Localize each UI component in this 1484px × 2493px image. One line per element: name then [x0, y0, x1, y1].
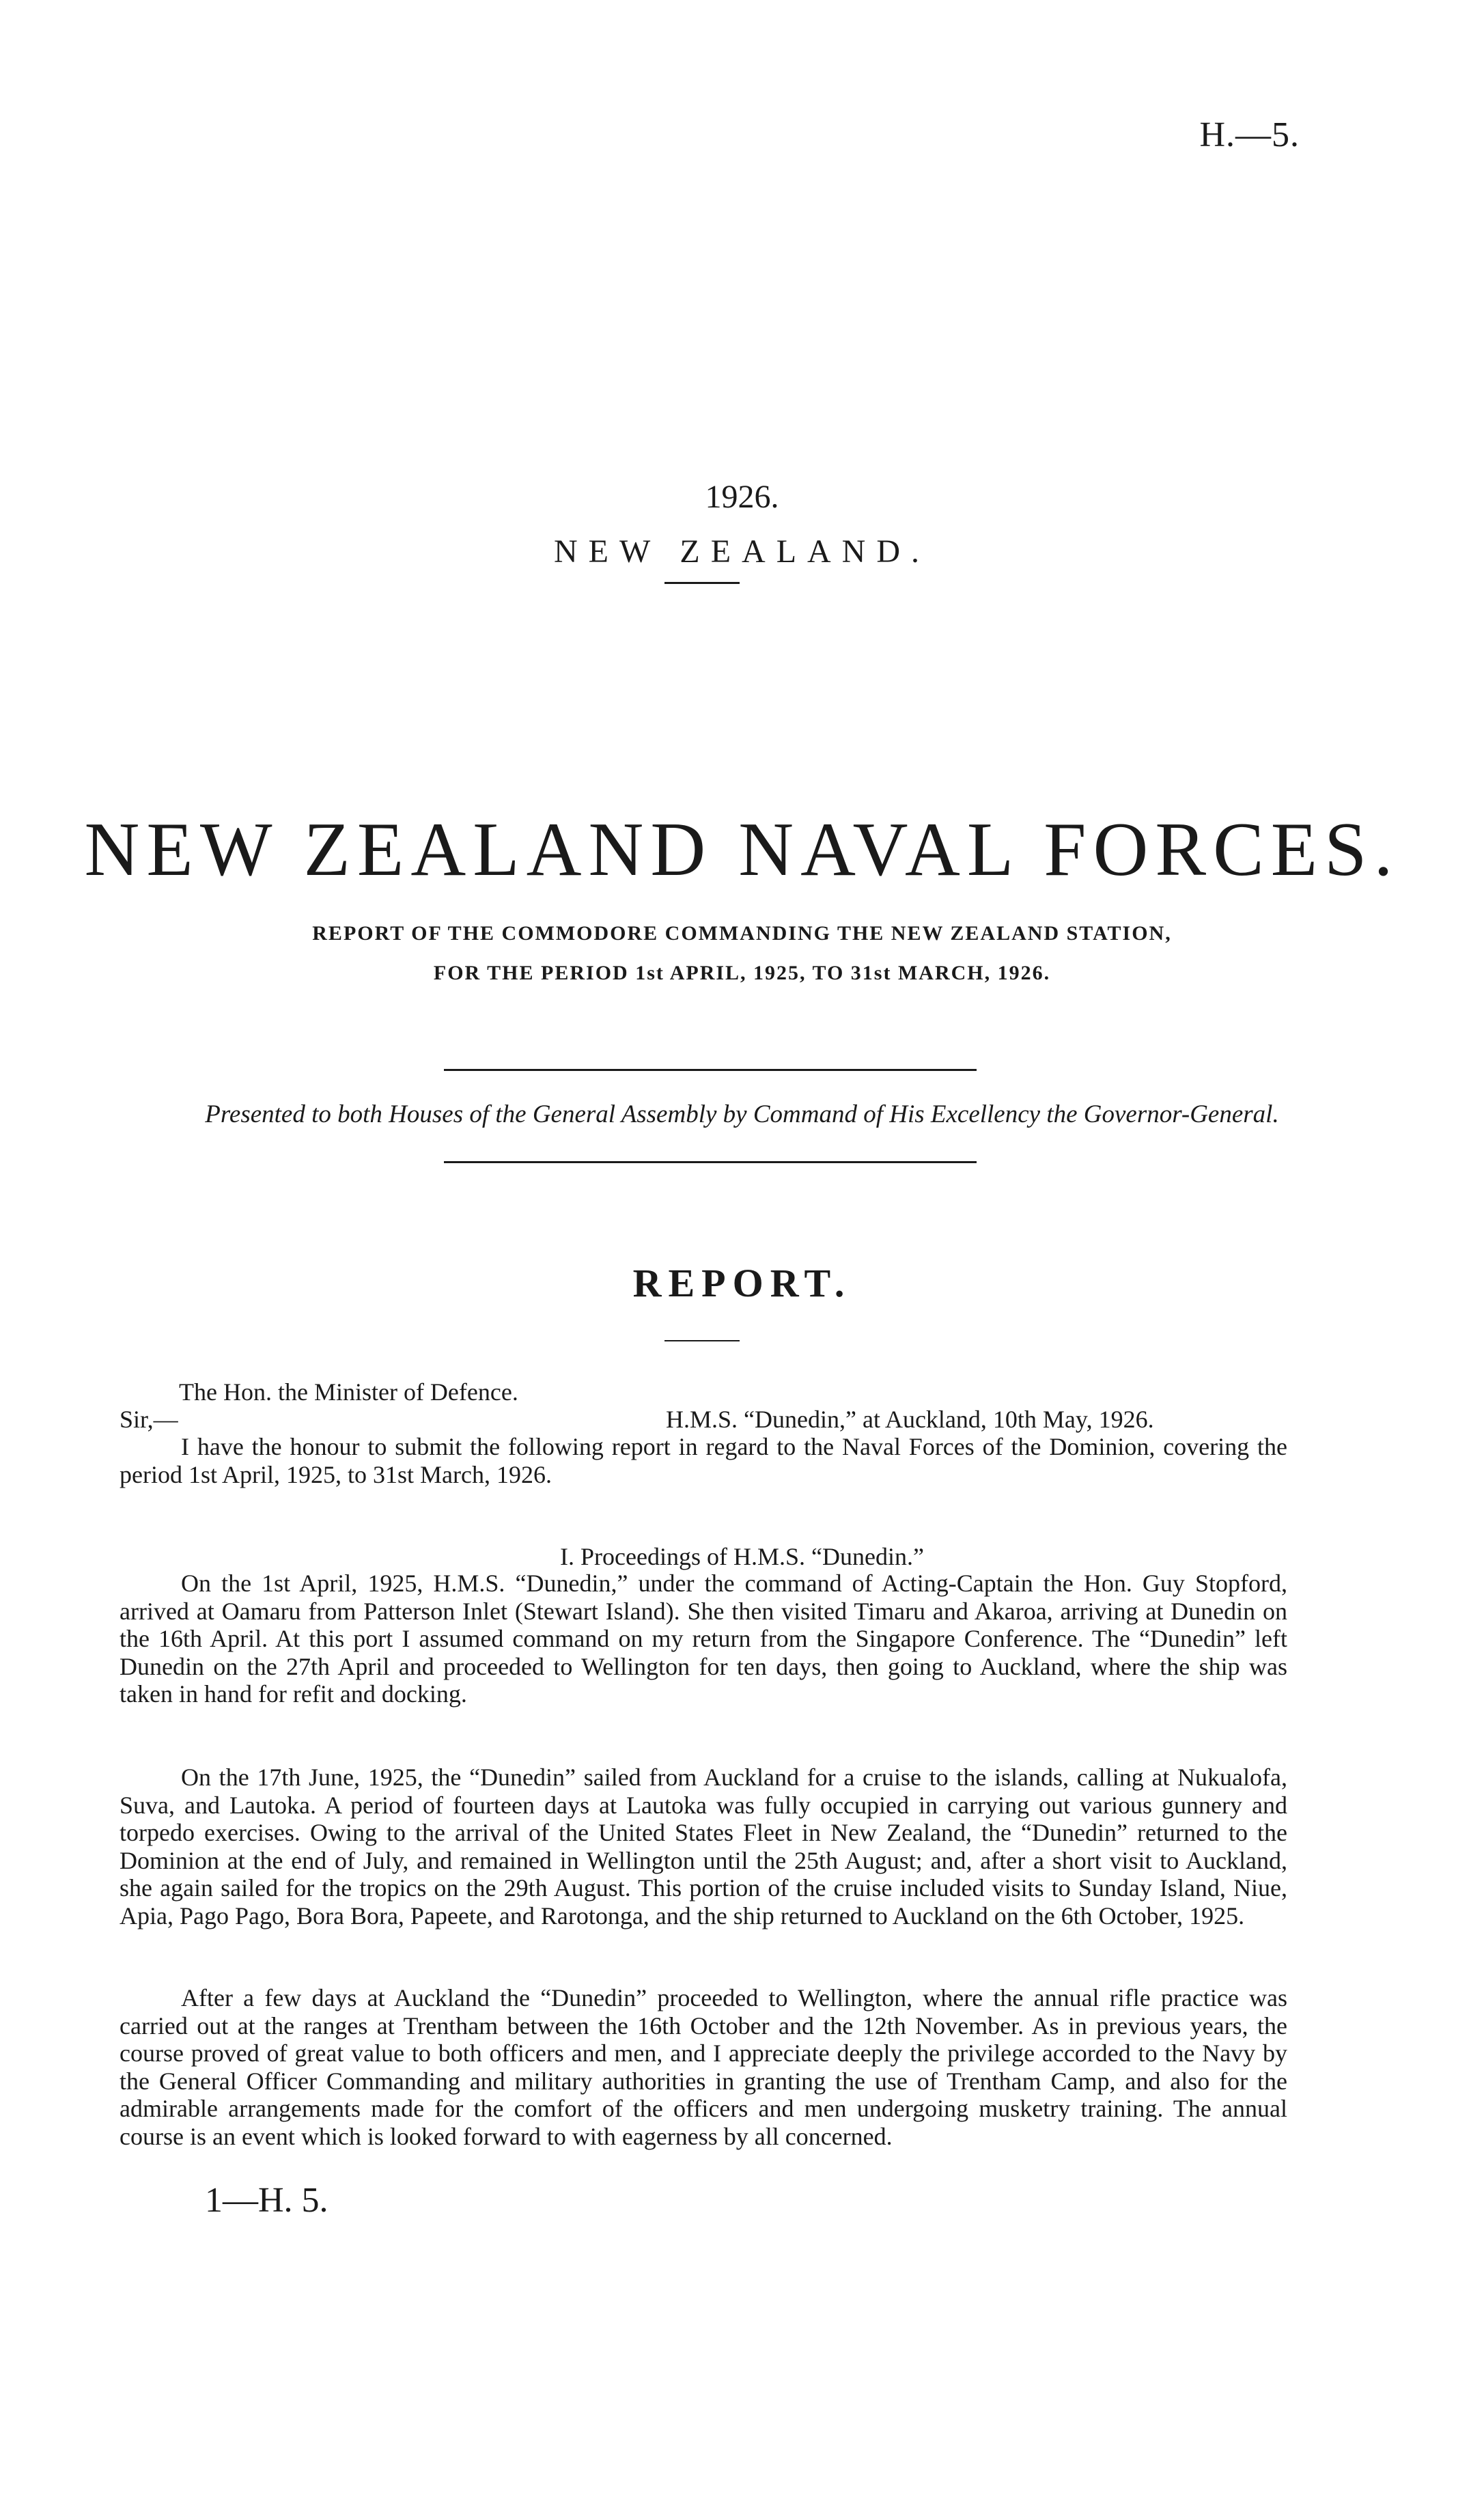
salutation: Sir,—	[120, 1406, 178, 1433]
body-paragraph-1: On the 1st April, 1925, H.M.S. “Dunedin,” under the command of Acting-Captain the Hon. Guy Stopford, arrived at Oamaru from Patterson Inlet (Stewart Island). She then visited Timaru and Akaroa, arriving at Dunedin on the 16th April. At this port I assumed command on my return from the Singapore Conference. The “Dunedin” left Dunedin on the 27th April and proceeded to Wellington for ten days, then going to Auckland, where the ship was taken in hand for refit and docking.	[120, 1570, 1287, 1708]
divider-rule	[444, 1161, 977, 1163]
page-reference: H.—5.	[1199, 115, 1300, 154]
body-paragraph-3: After a few days at Auckland the “Dunedin” proceeded to Wellington, where the annual rifle practice was carried out at the ranges at Trentham between the 16th October and the 12th November. As in previous years, the course proved of great value to both officers and men, and I appreciate deeply the privilege accorded to the Navy by the General Officer Commanding and military authorities in granting the use of Trentham Camp, and also for the admirable arrangements made for the comfort of the officers and men undergoing musketry training. The annual course is an event which is looked forward to with eagerness by all concerned.	[120, 1984, 1287, 2150]
footer-signature: 1—H. 5.	[205, 2181, 328, 2220]
report-year: 1926.	[705, 479, 779, 515]
presented-line: Presented to both Houses of the General Assembly by Command of His Excellency the Governor-General.	[205, 1100, 1279, 1128]
body-paragraph-2: On the 17th June, 1925, the “Dunedin” sailed from Auckland for a cruise to the islands, calling at Nukualofa, Suva, and Lautoka. A period of fourteen days at Lautoka was fully occupied in carrying out various gunnery and torpedo exercises. Owing to the arrival of the United States Fleet in New Zealand, the “Dunedin” returned to the Dominion at the end of July, and remained in Wellington until the 25th August; and, after a short visit to Auckland, she again sailed for the tropics on the 29th August. This portion of the cruise included visits to Sunday Island, Niue, Apia, Pago Pago, Bora Bora, Papeete, and Rarotonga, and the ship returned to Auckland on the 6th October, 1925.	[120, 1764, 1287, 1930]
short-rule	[664, 582, 740, 584]
short-rule	[664, 1340, 740, 1341]
country-heading: NEW ZEALAND.	[553, 533, 931, 570]
dateline: H.M.S. “Dunedin,” at Auckland, 10th May, 1926.	[666, 1406, 1154, 1433]
main-title: NEW ZEALAND NAVAL FORCES.	[84, 807, 1400, 892]
subtitle-line-2: FOR THE PERIOD 1st APRIL, 1925, TO 31st MARCH, 1926.	[433, 962, 1051, 984]
addressee: The Hon. the Minister of Defence.	[179, 1378, 518, 1406]
report-heading: REPORT.	[632, 1261, 852, 1305]
section-heading: I. Proceedings of H.M.S. “Dunedin.”	[560, 1543, 924, 1570]
divider-rule	[444, 1069, 977, 1071]
intro-paragraph: I have the honour to submit the following report in regard to the Naval Forces of the Dominion, covering the period 1st April, 1925, to 31st March, 1926.	[120, 1433, 1287, 1488]
subtitle-line-1: REPORT OF THE COMMODORE COMMANDING THE NEW ZEALAND STATION,	[312, 922, 1172, 945]
